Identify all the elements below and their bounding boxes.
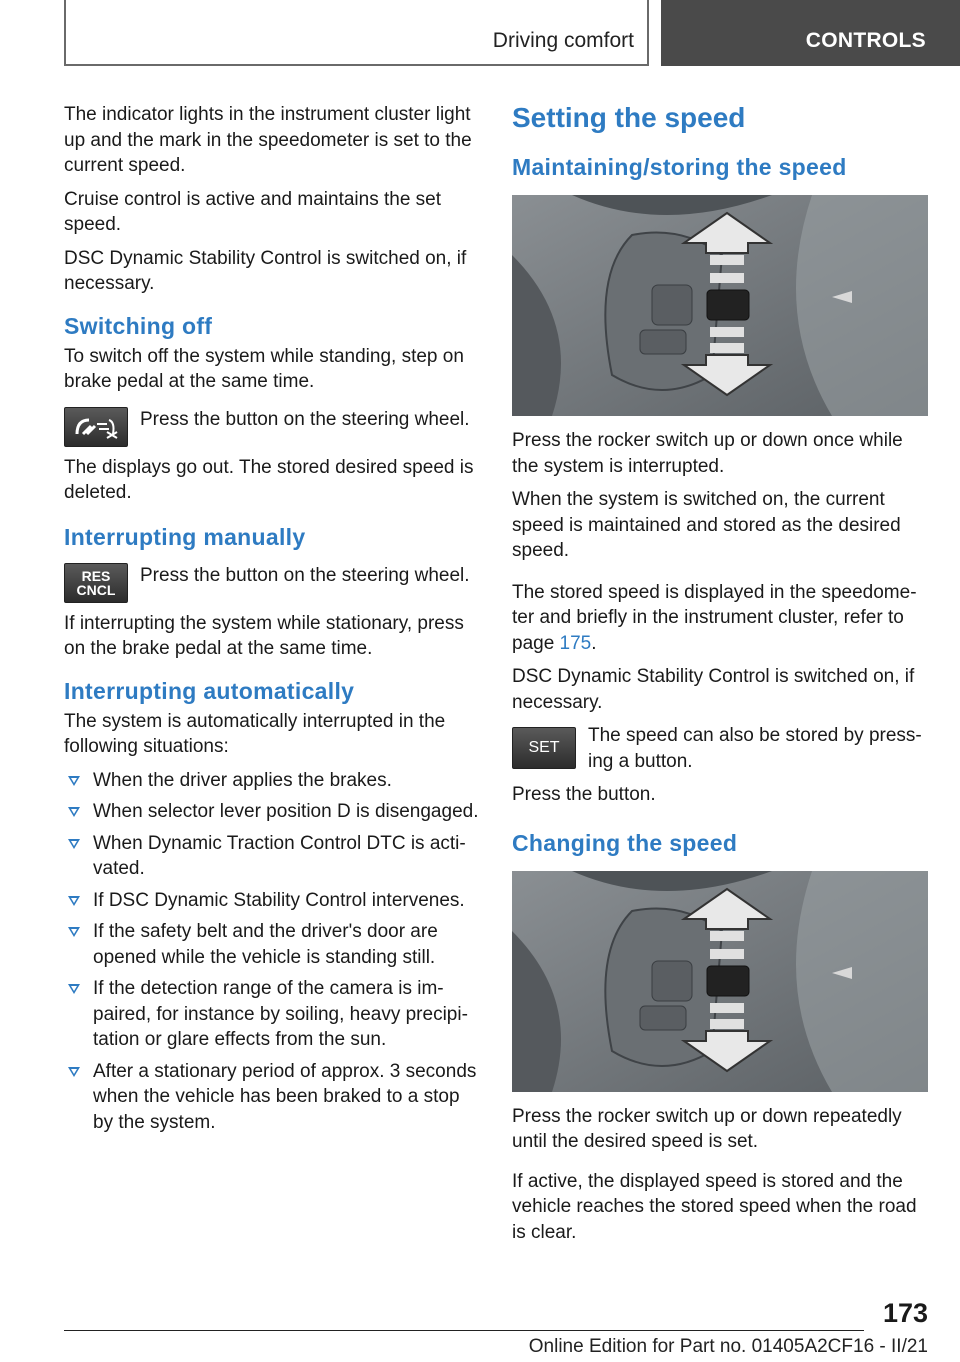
cruise-control-off-icon: [64, 407, 128, 447]
paragraph: If interrupting the system while stationary, press on the brake pedal at the same time.: [64, 612, 464, 659]
header-section-title: Driving comfort: [492, 29, 634, 52]
triangle-bullet-icon: [68, 896, 80, 906]
paragraph: When the system is switched on, the current speed is maintained and stored as the desired speed.: [512, 489, 901, 561]
triangle-bullet-icon: [68, 776, 80, 786]
res-cncl-button-icon: RES CNCL: [64, 563, 128, 603]
paragraph-text: .: [591, 632, 597, 654]
heading-interrupting-manually: Interrupting manually: [64, 523, 306, 550]
triangle-bullet-icon: [68, 807, 80, 817]
paragraph: The system is automatically interrupted in the following situations:: [64, 710, 446, 757]
edition-footer: Online Edition for Part no. 01405A2CF16 - II/21: [528, 1336, 928, 1357]
list-item-text: When selector lever position D is disengaged.: [93, 801, 479, 822]
right-column: [512, 102, 927, 1253]
paragraph: DSC Dynamic Stability Control is switched on, if necessary.: [512, 666, 915, 713]
heading-switching-off: Switching off: [64, 312, 213, 339]
list-item: [64, 919, 479, 970]
list-item-text: If the safety belt and the driver's door are opened while the vehicle is standing still.: [93, 921, 438, 968]
paragraph: [512, 580, 927, 657]
paragraph: Press the rocker switch up or down once while the system is interrupted.: [512, 430, 903, 477]
page-link[interactable]: 175: [559, 632, 592, 654]
bullet-list: [64, 768, 479, 1136]
paragraph: The indicator lights in the instrument cluster light up and the mark in the speedometer is set to the current speed.: [64, 104, 472, 176]
list-item: [64, 1059, 479, 1136]
list-item-text: If DSC Dynamic Stability Control intervenes.: [93, 889, 465, 911]
manual-button-row: [64, 563, 479, 603]
paragraph-text: The stored speed is displayed in the speedome-ter and briefly in the instrument cluster, refer to page: [512, 581, 917, 654]
list-item: [64, 831, 479, 882]
left-column: [64, 102, 479, 1141]
list-item: [64, 888, 479, 914]
heading-interrupting-automatically: Interrupting automatically: [64, 677, 355, 704]
list-item-text: If the detection range of the camera is im-paired, for instance by soiling, heavy precipi-tation or glare effects from the sun.: [93, 978, 468, 1050]
paragraph: Press the button on the steering wheel.: [140, 408, 470, 430]
triangle-bullet-icon: [68, 984, 80, 994]
paragraph: If active, the displayed speed is stored and the vehicle reaches the stored speed when the road is clear.: [512, 1170, 917, 1243]
heading-changing-the-speed: Changing the speed: [512, 829, 738, 856]
paragraph: DSC Dynamic Stability Control is switched on, if necessary.: [64, 247, 467, 294]
list-item-text: When the driver applies the brakes.: [93, 769, 392, 791]
paragraph: Cruise control is active and maintains the set speed.: [64, 188, 442, 235]
list-item: [64, 799, 479, 825]
paragraph: Press the button on the steering wheel.: [140, 564, 470, 586]
triangle-bullet-icon: [68, 839, 80, 849]
steering-wheel-rocker-figure: [512, 195, 928, 416]
list-item-text: After a stationary period of approx. 3 seconds when the vehicle has been braked to a stop by the system.: [93, 1060, 477, 1133]
header-rule-mid: [647, 0, 649, 66]
heading-setting-the-speed: Setting the speed: [512, 102, 746, 133]
triangle-bullet-icon: [68, 927, 80, 937]
list-item-text: When Dynamic Traction Control DTC is acti-vated.: [93, 832, 466, 879]
paragraph: Press the button.: [512, 784, 656, 805]
paragraph: Press the rocker switch up or down repeatedly until the desired speed is set.: [512, 1105, 902, 1152]
footer-rule: [64, 1330, 864, 1331]
paragraph: To switch off the system while standing, step on brake pedal at the same time.: [64, 345, 464, 392]
paragraph: The speed can also be stored by press-ing a button.: [588, 725, 922, 772]
header-rule-left: [64, 0, 66, 66]
steering-wheel-rocker-figure-2: [512, 871, 928, 1092]
set-button-icon: SET: [512, 727, 576, 769]
header-rule-bottom: [64, 64, 649, 66]
header-chapter-tab: [661, 0, 960, 66]
page-number: 173: [882, 1298, 928, 1328]
list-item: [64, 976, 479, 1053]
list-item: [64, 768, 479, 794]
header-chapter-label: CONTROLS: [805, 29, 926, 52]
triangle-bullet-icon: [68, 1067, 80, 1077]
heading-maintaining-storing: Maintaining/storing the speed: [512, 154, 847, 180]
paragraph: The displays go out. The stored desired speed is deleted.: [64, 456, 474, 503]
off-button-row: [64, 407, 479, 447]
set-button-row: [512, 723, 927, 774]
